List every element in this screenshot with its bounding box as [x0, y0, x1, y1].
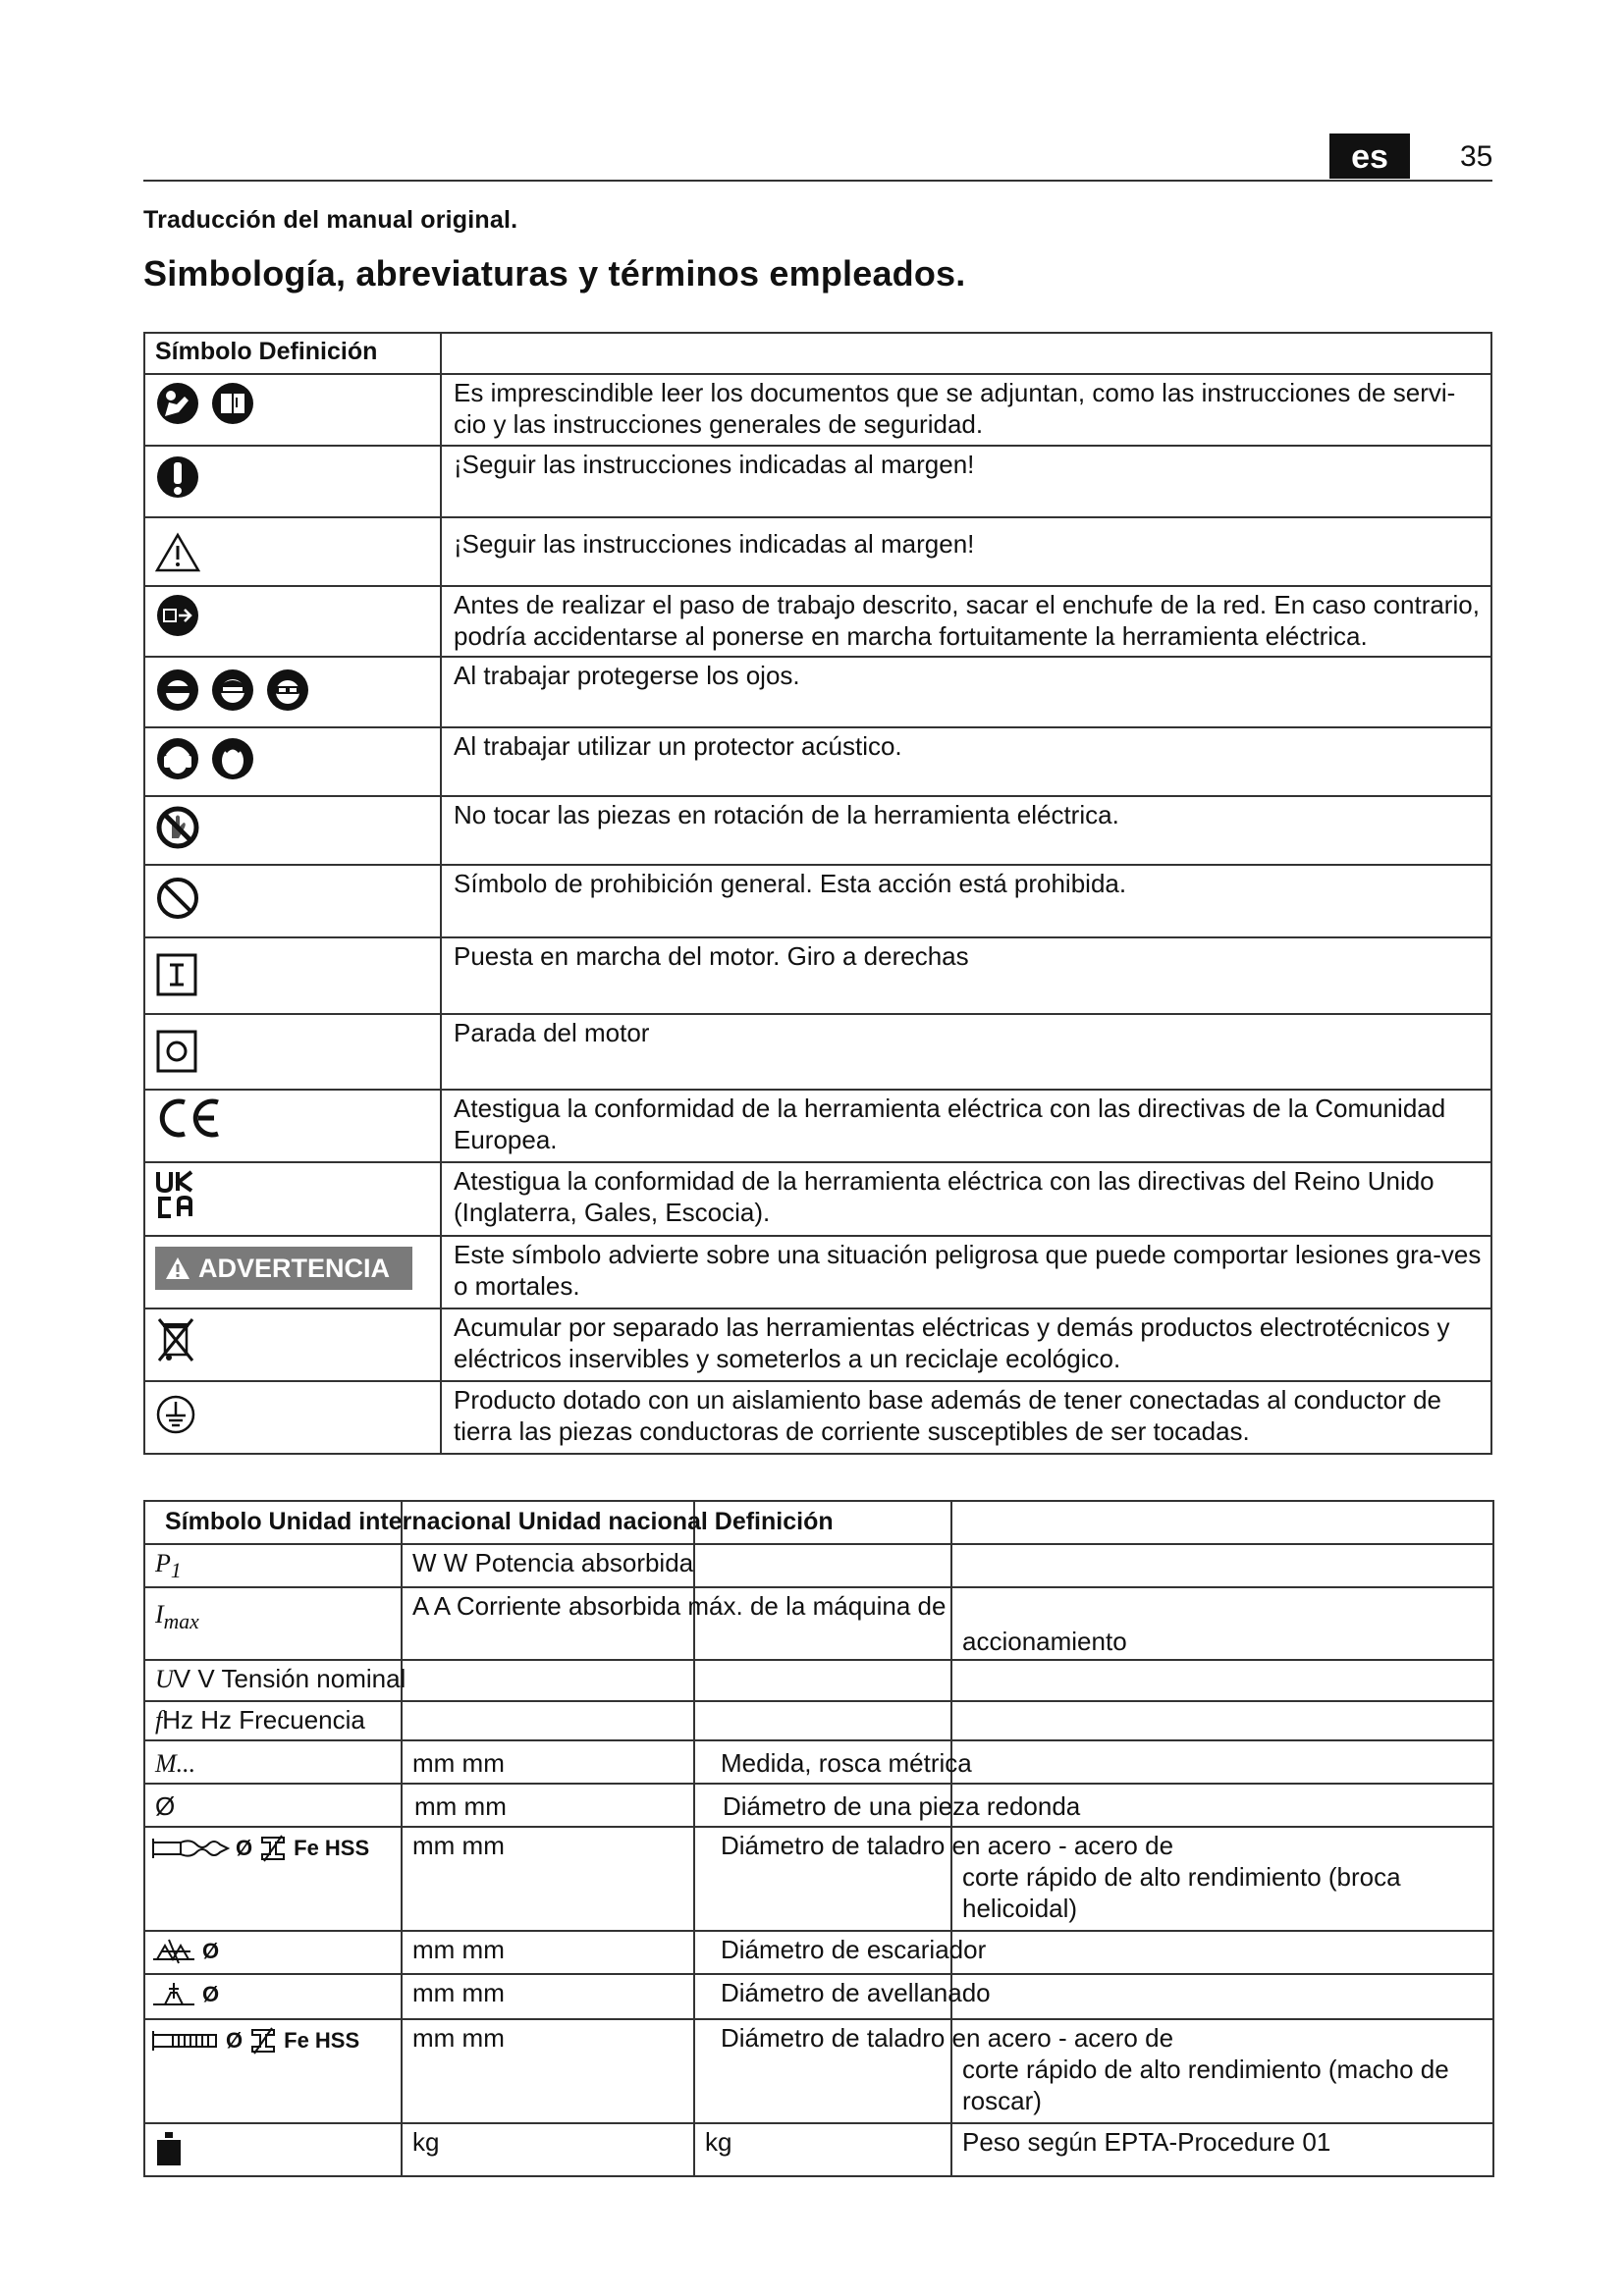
table-row: [144, 1587, 1493, 1660]
ukca-mark-icon: [155, 1169, 194, 1220]
page-number: 35: [1460, 140, 1493, 173]
tap-icon: [151, 2027, 220, 2055]
unit-definition-text: Diámetro de avellanado: [721, 1978, 991, 2008]
unit-definition-text: Hz Hz Frecuencia: [162, 1705, 365, 1735]
countersink-icon: [151, 1981, 196, 2008]
table-row: [144, 1162, 1491, 1236]
definition-text: Al trabajar protegerse los ojos.: [441, 657, 1491, 727]
symbols-table: [143, 332, 1492, 1455]
units-table: [143, 1500, 1494, 2177]
table-row: [144, 937, 1491, 1014]
table-row: [144, 1381, 1491, 1454]
table-row: [144, 1308, 1491, 1381]
steel-beam-icon: [248, 2026, 278, 2056]
national-unit-value: kg: [694, 2123, 951, 2176]
definition-text: Producto dotado con un aislamiento base además de tener conectadas al conductor de tierra las piezas conductoras de corriente susceptibles de ser tocadas.: [441, 1381, 1491, 1454]
read-manual-icon: [155, 381, 200, 426]
steel-beam-icon: [258, 1834, 288, 1863]
motor-on-icon: [155, 952, 198, 997]
symbol-text: Ø: [236, 1836, 253, 1861]
unit-definition-text: A A Corriente absorbida máx. de la máquina de: [412, 1591, 947, 1622]
symbols-table-header: Símbolo Definición: [144, 333, 441, 374]
material-label: Fe HSS: [284, 2028, 360, 2054]
weight-icon: [155, 2130, 183, 2167]
definition-text: Atestigua la conformidad de la herramienta eléctrica con las directivas del Reino Unido (Inglaterra, Gales, Escocia).: [441, 1162, 1491, 1236]
unit-definition-text: Diámetro de una pieza redonda: [723, 1791, 1081, 1822]
unit-definition-text: Diámetro de taladro en acero - acero de: [721, 1831, 1174, 1861]
table-row: [144, 1014, 1491, 1090]
face-shield-icon: [210, 667, 255, 713]
definition-text: Parada del motor: [441, 1014, 1491, 1090]
eye-protection-icon: [155, 667, 200, 713]
symbol-text: Ø: [202, 1982, 220, 2007]
table-row: [144, 796, 1491, 865]
mandatory-exclamation-icon: [155, 453, 200, 502]
unit-definition-text: V V Tensión nominal: [173, 1664, 406, 1694]
unplug-icon: [155, 593, 200, 638]
table-row: [144, 1740, 1493, 1784]
table-row: [144, 1931, 1493, 1974]
unit-definition-text: Diámetro de taladro en acero - acero de: [721, 2023, 1174, 2054]
unit-value: mm mm: [402, 1827, 694, 1931]
definition-text: No tocar las piezas en rotación de la herramienta eléctrica.: [441, 796, 1491, 865]
reamer-icon: [151, 1938, 196, 1965]
ear-muff-icon: [210, 734, 255, 783]
table-row: [144, 1974, 1493, 2019]
header-rule: [143, 180, 1492, 182]
unit-value: mm mm: [402, 1740, 694, 1784]
table-row: [144, 446, 1491, 517]
no-touch-icon: [155, 803, 200, 852]
advertencia-badge: [155, 1247, 412, 1290]
table-row: [144, 657, 1491, 727]
prohibition-icon: [155, 876, 200, 921]
symbol-subscript: max: [163, 1610, 199, 1634]
definition-text: Es imprescindible leer los documentos que se adjuntan, como las instrucciones de servi-cio y las instrucciones generales de seguridad.: [441, 374, 1491, 446]
unit-value: kg: [402, 2123, 694, 2176]
definition-text: Antes de realizar el paso de trabajo descrito, sacar el enchufe de la red. En caso contrario, podría accidentarse al ponerse en marcha fortuitamente la herramienta eléctrica.: [441, 586, 1491, 657]
symbol-text: I: [155, 1600, 164, 1629]
symbol-text: P: [155, 1549, 171, 1577]
table-row: [144, 517, 1491, 586]
units-table-header: Símbolo Unidad internacional Unidad nacional Definición: [165, 1508, 834, 1535]
definition-text: Este símbolo advierte sobre una situación peligrosa que puede comportar lesiones gra-ves o mortales.: [441, 1236, 1491, 1308]
earth-ground-icon: [155, 1394, 196, 1435]
table-row: [144, 586, 1491, 657]
definition-continuation: accionamiento: [962, 1627, 1127, 1657]
symbol-text: U: [155, 1665, 174, 1694]
definition-text: Acumular por separado las herramientas eléctricas y demás productos electrotécnicos y eléctricos inservibles y someterlos a un reciclaje ecológico.: [441, 1308, 1491, 1381]
table-row: [144, 1660, 1493, 1701]
table-row: [144, 1544, 1493, 1587]
unit-value: mm mm: [402, 1974, 694, 2019]
unit-value: mm mm: [402, 1931, 694, 1974]
definition-text: Símbolo de prohibición general. Esta acción está prohibida.: [441, 865, 1491, 937]
drill-bit-icon: [151, 1835, 230, 1862]
ce-mark-icon: [155, 1096, 224, 1140]
definition-text: ¡Seguir las instrucciones indicadas al margen!: [441, 446, 1491, 517]
unit-definition-text: Diámetro de escariador: [721, 1935, 987, 1965]
goggles-icon: [265, 667, 310, 713]
unit-value: mm mm: [402, 1784, 694, 1827]
document-subtitle: Traducción del manual original.: [143, 206, 518, 234]
symbol-text: Ø: [144, 1784, 402, 1827]
advertencia-label: ADVERTENCIA: [198, 1253, 391, 1283]
unit-definition-text: Medida, rosca métrica: [721, 1748, 972, 1779]
definition-text: ¡Seguir las instrucciones indicadas al margen!: [441, 517, 1491, 586]
definition-text: Puesta en marcha del motor. Giro a derechas: [441, 937, 1491, 1014]
symbol-subscript: 1: [170, 1559, 182, 1583]
table-row: [144, 2123, 1493, 2176]
motor-off-icon: [155, 1029, 198, 1074]
book-icon: [210, 381, 255, 426]
definition-continuation: corte rápido de alto rendimiento (macho de roscar): [962, 2055, 1449, 2116]
table-row: [144, 727, 1491, 796]
symbol-text: f: [155, 1706, 163, 1735]
warning-icon: [165, 1256, 190, 1280]
symbols-table-header-empty: [441, 333, 1491, 374]
unit-definition-text: W W Potencia absorbida: [412, 1548, 694, 1577]
table-row: [144, 1784, 1493, 1827]
definition-continuation: corte rápido de alto rendimiento (broca helicoidal): [962, 1862, 1401, 1924]
table-row: [144, 1701, 1493, 1740]
unit-value: mm mm: [402, 2019, 694, 2123]
unit-definition-text: Peso según EPTA-Procedure 01: [951, 2123, 1493, 2176]
page-title: Simbología, abreviaturas y términos empleados.: [143, 253, 966, 294]
language-badge: es: [1329, 133, 1410, 179]
table-row: [144, 2019, 1493, 2123]
ear-protection-icon: [155, 734, 200, 783]
symbol-text: Ø: [202, 1939, 220, 1964]
table-row: [144, 865, 1491, 937]
material-label: Fe HSS: [294, 1836, 370, 1861]
table-row: [144, 1827, 1493, 1931]
table-row: [144, 374, 1491, 446]
table-row: [144, 1236, 1491, 1308]
symbol-text: Ø: [226, 2028, 244, 2054]
table-row: [144, 1090, 1491, 1162]
definition-text: Al trabajar utilizar un protector acústico.: [441, 727, 1491, 796]
warning-triangle-icon: [155, 532, 200, 573]
definition-text: Atestigua la conformidad de la herramienta eléctrica con las directivas de la Comunidad Europea.: [441, 1090, 1491, 1162]
symbol-text: M...: [155, 1749, 196, 1779]
weee-bin-icon: [155, 1315, 196, 1366]
